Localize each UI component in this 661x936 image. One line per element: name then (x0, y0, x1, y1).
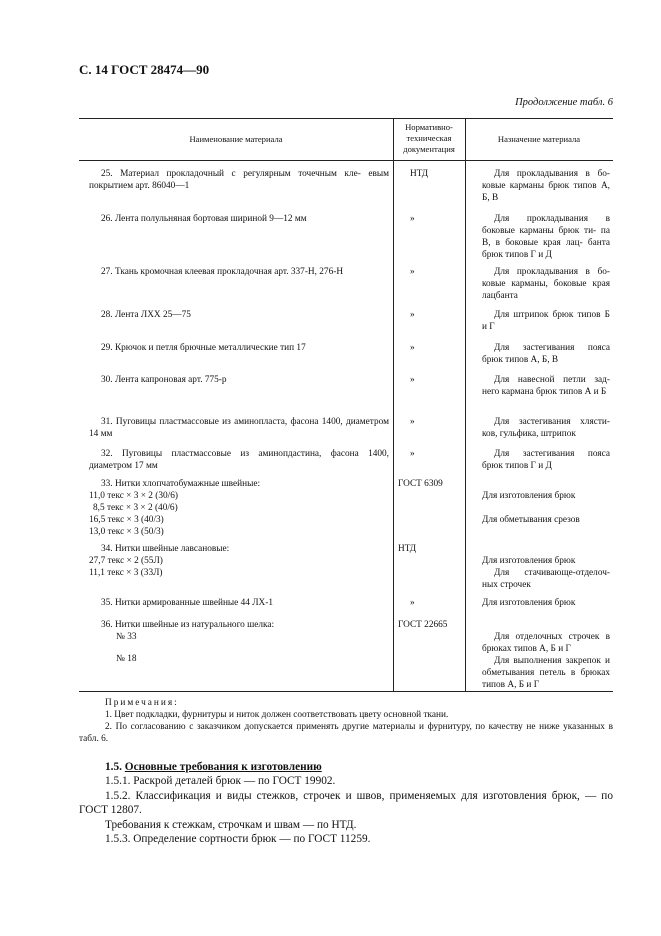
row-25-name: 25. Материал прокладочный с регулярным точечным кле- евым покрытием арт. 86040—1 (89, 169, 389, 191)
section-heading: 1.5. Основные требования к изготовлению (105, 761, 322, 773)
row-35-purpose: Для изготовления брюк (482, 598, 576, 608)
row-30-name: 30. Лента капроновая арт. 775-р (101, 375, 227, 385)
row-32-purpose: Для застегивания пояса брюк типов Г и Д (482, 449, 610, 471)
column-divider-1 (393, 118, 394, 692)
table-bottom-border (79, 691, 613, 692)
row-32-name: 32. Пуговицы пластмассовые из аминопдастина, фасона 1400, диаметром 17 мм (89, 449, 389, 471)
header-material: Наименование материала (189, 134, 283, 144)
row-25-purpose: Для прокладывания в бо- ковые карманы брюк типов А, Б, В (482, 169, 610, 203)
row-26-name: 26. Лента полульняная бортовая шириной 9—12 мм (101, 214, 307, 224)
table-top-border (79, 118, 613, 119)
row-36-item: № 33 (116, 632, 137, 642)
row-27-purpose: Для прокладывания в бо- ковые карманы, боковые края лацбанта (482, 267, 610, 301)
row-34-item: 27,7 текс × 2 (55Л) (89, 556, 163, 566)
row-33-item: 8,5 текс × 3 × 2 (40/6) (93, 503, 178, 513)
row-26-doc: » (410, 214, 415, 224)
row-30-doc: » (410, 375, 415, 385)
row-33-title: 33. Нитки хлопчатобумажные швейные: (101, 479, 261, 489)
row-28-purpose: Для штрипок брюк типов Б и Г (482, 310, 610, 332)
row-36-purpose-2: Для выполнения закрепок и обметывания петель в брюках типов А, Б и Г (482, 656, 611, 690)
row-36-item: № 18 (116, 654, 137, 664)
row-31-name: 31. Пуговицы пластмассовые из аминопласта, фасона 1400, диаметром 14 мм (89, 417, 389, 439)
row-36-title: 36. Нитки швейные из натурального шелка: (101, 620, 275, 630)
section-body (79, 760, 613, 846)
row-33-purpose: Для изготовления брюк (482, 491, 576, 501)
row-27-doc: » (410, 267, 415, 277)
table-notes (79, 697, 613, 745)
materials-table (79, 118, 613, 692)
row-31-purpose: Для застегивания хлясти- ков, гульфика, штрипок (482, 417, 610, 439)
row-36-purpose-1: Для отделочных строчек в брюках типов А, Б и Г (482, 632, 610, 654)
table-continuation-label: Продолжение табл. 6 (515, 97, 613, 108)
row-29-doc: » (410, 343, 415, 353)
header-doc: Нормативно- техническая документация (403, 122, 455, 154)
row-33-item: 13,0 текс × 3 (50/3) (89, 527, 164, 537)
row-28-name: 28. Лента ЛХХ 25—75 (101, 310, 191, 320)
row-29-name: 29. Крючок и петля брючные металлические тип 17 (101, 343, 306, 353)
row-28-doc: » (410, 310, 415, 320)
page-header: С. 14 ГОСТ 28474—90 (79, 62, 210, 77)
paragraph-1-5-2: 1.5.2. Классификация и виды стежков, строчек и швов, применяемых для изготовления брюк, — по ГОСТ 12807. (79, 789, 613, 817)
row-33-item: 16,5 текс × 3 (40/3) (89, 515, 164, 525)
row-34-purpose: Для стачивающе-отделоч- ных строчек (482, 568, 610, 590)
row-30-purpose: Для навесной петли зад- него кармана брюк типов А и Б (482, 375, 610, 397)
row-34-doc: НТД (398, 544, 417, 554)
row-33-doc: ГОСТ 6309 (398, 479, 443, 489)
row-35-doc: » (410, 598, 415, 608)
note-2: 2. По согласованию с заказчиком допускается применять другие материалы и фурнитуру, по качеству не ниже указанных в табл. 6. (79, 722, 613, 744)
row-31-doc: » (410, 417, 415, 427)
row-36-doc: ГОСТ 22665 (398, 620, 448, 630)
table-header-border (79, 160, 613, 161)
row-33-purpose: Для обметывания срезов (482, 515, 580, 525)
row-26-purpose: Для прокладывания в боковые карманы брюк ти- па В, в боковые края лац- банта брюк типов Г и Д (482, 214, 610, 260)
header-purpose: Назначение материала (497, 134, 581, 144)
row-32-doc: » (410, 449, 415, 459)
row-33-item: 11,0 текс × 3 × 2 (30/6) (89, 491, 178, 501)
row-34-title: 34. Нитки швейные лавсановые: (101, 544, 230, 554)
paragraph-1-5-1: 1.5.1. Раскрой деталей брюк — по ГОСТ 19902. (105, 775, 336, 788)
row-34-item: 11,1 текс × 3 (33Л) (89, 568, 163, 578)
row-35-name: 35. Нитки армированные швейные 44 ЛХ-1 (101, 598, 273, 608)
row-29-purpose: Для застегивания пояса брюк типов А, Б, В (482, 343, 610, 365)
notes-title: Примечания: (105, 698, 179, 708)
row-25-doc: НТД (410, 169, 429, 179)
paragraph-seam-requirements: Требования к стежкам, строчкам и швам — по НТД. (105, 818, 357, 831)
row-34-purpose: Для изготовления брюк (482, 556, 576, 566)
note-1: 1. Цвет подкладки, фурнитуры и ниток должен соответствовать цвету основной ткани. (105, 710, 449, 720)
row-27-name: 27. Ткань кромочная клеевая прокладочная арт. 337-Н, 276-Н (101, 267, 344, 277)
paragraph-1-5-3: 1.5.3. Определение сортности брюк — по ГОСТ 11259. (105, 833, 371, 846)
